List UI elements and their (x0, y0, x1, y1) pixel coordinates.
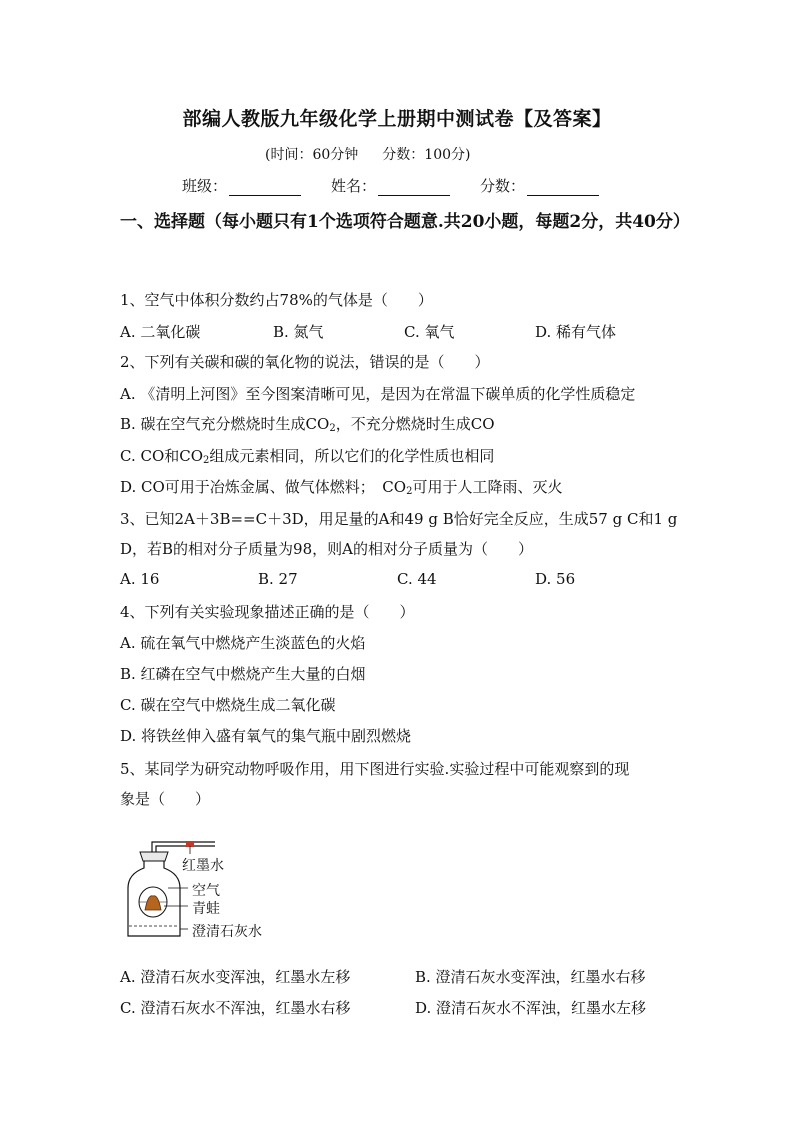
section-heading: 一、选择题（每小题只有1个选项符合题意.共20小题，每题2分，共40分） (120, 212, 690, 232)
q5-option-a: A. 澄清石灰水变浑浊，红墨水左移 (120, 968, 351, 986)
q3-stem-1: 3、已知2A＋3B==C＋3D，用足量的A和49 g B恰好完全反应，生成57 g C和1 g (120, 510, 678, 528)
class-label: 班级： (182, 177, 228, 195)
page-title: 部编人教版九年级化学上册期中测试卷【及答案】 (182, 108, 612, 130)
q4-option-a: A. 硫在氧气中燃烧产生淡蓝色的火焰 (120, 634, 366, 652)
student-info-fields (182, 175, 629, 196)
class-field (182, 175, 301, 196)
q2-d-text-2: 可用于人工降雨、灭火 (412, 478, 563, 496)
q5-option-d: D. 澄清石灰水不浑浊，红墨水左移 (415, 999, 647, 1017)
exam-time: (时间：60分钟 (265, 147, 359, 163)
q2-option-b (120, 413, 495, 434)
q1-option-b: B. 氮气 (273, 323, 324, 341)
q4-stem: 4、下列有关实验现象描述正确的是（ ） (120, 603, 415, 621)
experiment-figure (120, 830, 290, 945)
q1-stem: 1、空气中体积分数约占78%的气体是（ ） (120, 291, 433, 309)
q3-option-c: C. 44 (397, 570, 437, 588)
score-label: 分数： (480, 177, 526, 195)
q2-d-sub: 2 (406, 486, 413, 497)
q2-option-c (120, 445, 494, 466)
q5-stem-1: 5、某同学为研究动物呼吸作用，用下图进行实验.实验过程中可能观察到的现 (120, 760, 630, 778)
q1-option-d: D. 稀有气体 (535, 323, 617, 341)
q3-stem-2: D，若B的相对分子质量为98，则A的相对分子质量为（ ） (120, 540, 533, 558)
q2-c-text: C. CO和CO (120, 447, 204, 465)
q2-b-sub: 2 (329, 423, 336, 434)
q1-option-c: C. 氧气 (404, 323, 455, 341)
label-limewater: 澄清石灰水 (192, 924, 262, 940)
q5-stem-2: 象是（ ） (120, 790, 211, 808)
q3-option-b: B. 27 (258, 570, 298, 588)
name-label: 姓名： (331, 177, 377, 195)
exam-info (265, 144, 494, 164)
q1-option-a: A. 二氧化碳 (120, 323, 201, 341)
name-field (331, 175, 450, 196)
q3-option-a: A. 16 (120, 570, 160, 588)
score-field (480, 175, 599, 196)
label-air: 空气 (192, 883, 220, 899)
label-frog: 青蛙 (192, 901, 220, 917)
score-blank[interactable] (527, 179, 599, 196)
q2-stem: 2、下列有关碳和碳的氧化物的说法，错误的是（ ） (120, 353, 490, 371)
class-blank[interactable] (229, 179, 301, 196)
q5-option-c: C. 澄清石灰水不浑浊，红墨水右移 (120, 999, 351, 1017)
q2-b-text: B. 碳在空气充分燃烧时生成CO (120, 415, 330, 433)
frog-icon (145, 896, 161, 910)
label-red-ink: 红墨水 (182, 858, 224, 874)
q3-option-d: D. 56 (535, 570, 576, 588)
q2-d-text: D. CO可用于冶炼金属、做气体燃料； CO (120, 478, 407, 496)
exam-score-total: 分数：100分) (382, 147, 471, 163)
q2-c-text-2: 组成元素相同，所以它们的化学性质也相同 (209, 447, 495, 465)
q2-b-text-2: ，不充分燃烧时生成CO (335, 415, 495, 433)
name-blank[interactable] (378, 179, 450, 196)
q4-option-d: D. 将铁丝伸入盛有氧气的集气瓶中剧烈燃烧 (120, 727, 412, 745)
q2-option-d (120, 476, 562, 497)
q5-option-b: B. 澄清石灰水变浑浊，红墨水右移 (415, 968, 646, 986)
q4-option-b: B. 红磷在空气中燃烧产生大量的白烟 (120, 665, 366, 683)
q4-option-c: C. 碳在空气中燃烧生成二氧化碳 (120, 696, 336, 714)
q2-c-sub: 2 (203, 455, 210, 466)
q2-option-a: A. 《清明上河图》至今图案清晰可见，是因为在常温下碳单质的化学性质稳定 (120, 385, 636, 403)
